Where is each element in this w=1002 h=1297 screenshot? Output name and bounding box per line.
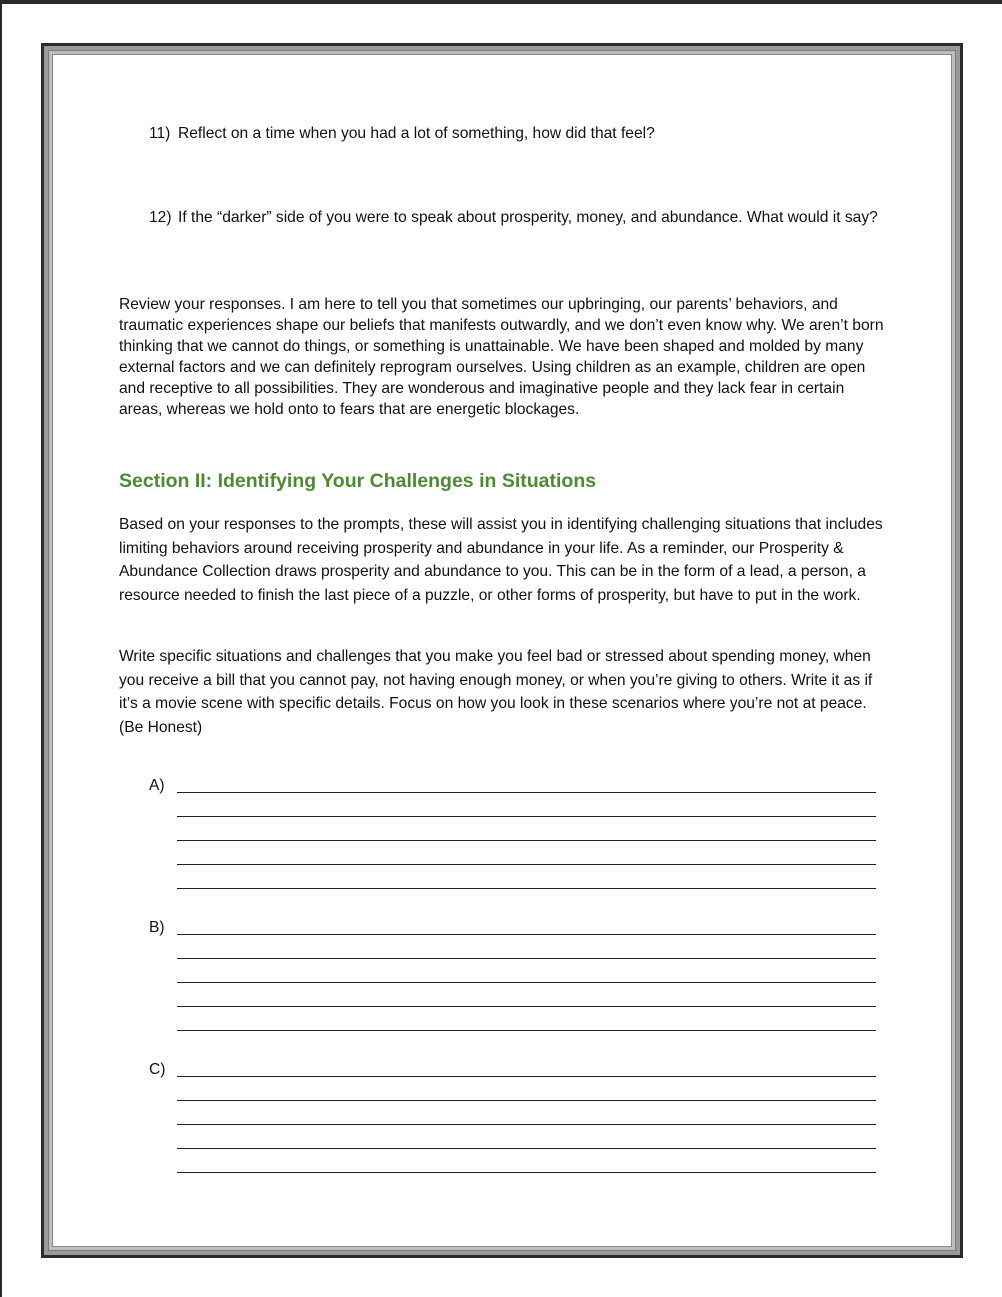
- answer-a-line-3[interactable]: [177, 840, 876, 841]
- section-paragraph-2: Write specific situations and challenges that you make you feel bad or stressed about spending money, when you receive a bill that you cannot pay, not having enough money, or when you’re giving to others. Write it as if it’s a movie scene with specific details. Focus on how you look in these scenarios where you’re not at peace. (Be Honest): [119, 648, 873, 736]
- answer-c-line-1[interactable]: [177, 1076, 876, 1077]
- answer-c-line-3[interactable]: [177, 1124, 876, 1125]
- answer-c-line-2[interactable]: [177, 1100, 876, 1101]
- answer-c-line-5[interactable]: [177, 1172, 876, 1173]
- answer-b-line-2[interactable]: [177, 958, 876, 959]
- answer-b-line-4[interactable]: [177, 1006, 876, 1007]
- question-12-text: If the “darker” side of you were to speak about prosperity, money, and abundance. What would it say?: [178, 209, 878, 226]
- answer-c-label: C): [149, 1061, 166, 1078]
- window-top-edge: [0, 0, 1002, 4]
- answer-a-line-4[interactable]: [177, 864, 876, 865]
- answer-b-line-3[interactable]: [177, 982, 876, 983]
- section-heading: Section II: Identifying Your Challenges in Situations: [119, 470, 597, 492]
- question-11-text: Reflect on a time when you had a lot of something, how did that feel?: [178, 125, 655, 142]
- question-11-number: 11): [149, 125, 171, 142]
- answer-a-label: A): [149, 777, 165, 794]
- question-12-number: 12): [149, 209, 172, 226]
- window-left-edge: [0, 0, 2, 1297]
- answer-c-line-4[interactable]: [177, 1148, 876, 1149]
- answer-a-line-1[interactable]: [177, 792, 876, 793]
- review-paragraph: Review your responses. I am here to tell you that sometimes our upbringing, our parents’ behaviors, and traumatic experiences shape our beliefs that manifests outwardly, and we don’t even know why. We aren’t born thinking that we cannot do things, or something is unattainable. We have been shaped and molded by many external factors and we can definitely reprogram ourselves. Using children as an example, children are open and receptive to all possibilities. They are wonderous and imaginative people and they lack fear in certain areas, whereas we hold onto to fears that are energetic blockages.: [119, 296, 884, 418]
- answer-a-line-2[interactable]: [177, 816, 876, 817]
- answer-b-line-5[interactable]: [177, 1030, 876, 1031]
- section-paragraph-1: Based on your responses to the prompts, these will assist you in identifying challenging situations that includes limiting behaviors around receiving prosperity and abundance in your life. As a reminder, our Prosperity & Abundance Collection draws prosperity and abundance to you. This can be in the form of a lead, a person, a resource needed to finish the last piece of a puzzle, or other forms of prosperity, but have to put in the work.: [119, 516, 883, 604]
- answer-b-label: B): [149, 919, 165, 936]
- answer-a-line-5[interactable]: [177, 888, 876, 889]
- answer-b-line-1[interactable]: [177, 934, 876, 935]
